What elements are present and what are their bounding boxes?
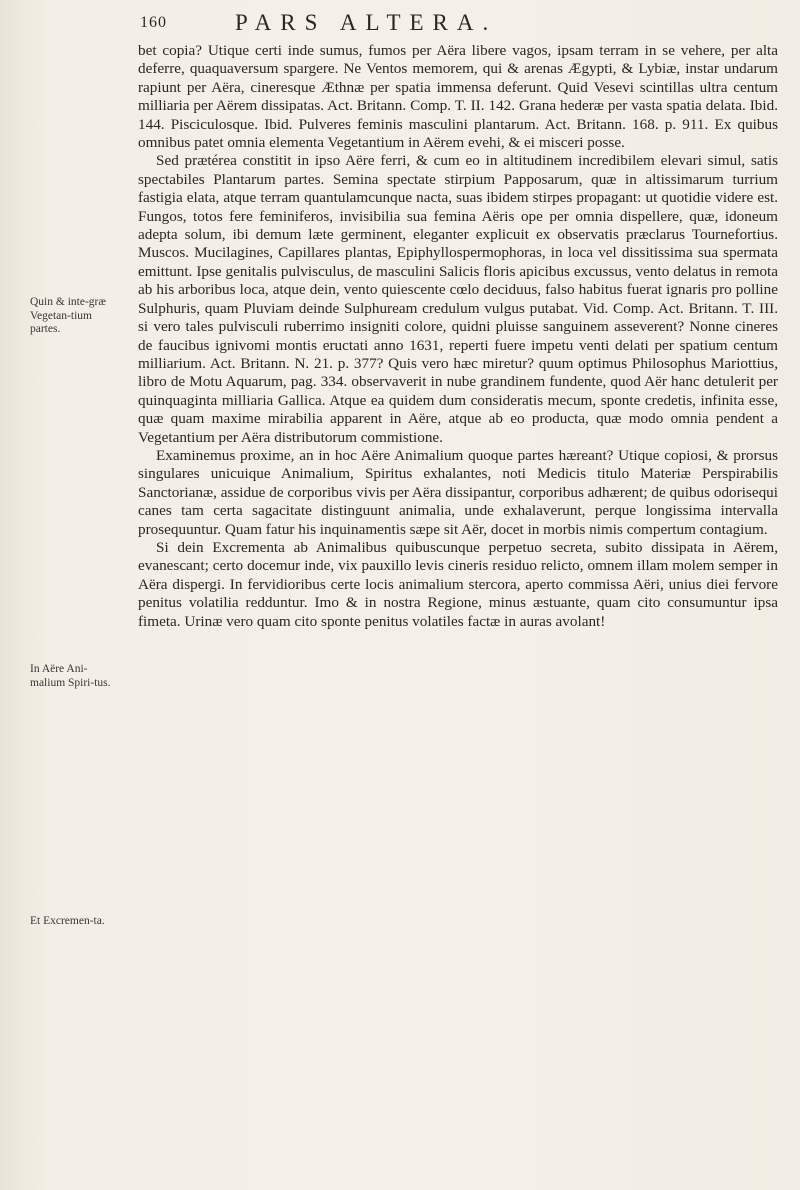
- marginal-note: Et Excremen-ta.: [30, 915, 105, 927]
- body-text: [138, 42, 778, 631]
- page-header: [140, 10, 780, 44]
- paragraph: Examinemus proxime, an in hoc Aëre Animalium quoque partes hæreant? Utique copiosi, & prorsus singulares unicuique Animalium, Spiritus exhalantes, noti Medicis titulo Materiæ Perspirabilis Sanctorianæ, assidue de corporibus vivis per Aëra dissipantur, corporibus adhærent; de quibus odorisequi canes tam certa sagacitate distinguunt animalia, unde exhalaverunt, perque longissima intervalla prosequuntur. Quam fatur his inquinamentis sæpe sit Aër, docet in morbis nimis compertum contagium.: [138, 446, 778, 538]
- marginal-note: In Aëre Ani-malium Spiri-tus.: [30, 663, 111, 689]
- marginal-note: Quin & inte-græ Vegetan-tium partes.: [30, 296, 107, 335]
- running-title: PARS ALTERA.: [235, 10, 498, 35]
- paragraph: Sed prætérea constitit in ipso Aëre ferri, & cum eo in altitudinem incredibilem elevari simul, satis spectabiles Plantarum partes. Semina spectate stirpium Papposarum, quæ in altissimarum turrium fastigia elata, atque terram quantulamcunque nacta, suas ibidem stirpes propagant: ut quotidie videre est. Fungos, totos fere feminiferos, invisibilia sua femina Aëris ope per omnia dispellere, quæ, idoneum adepta solum, ibi demum læte germinent, eleganter explicuit ex observatis præclarus Tournefortius. Muscos. Mucilagines, Capillares plantas, Epiphyllospermophoras, in loca vel dissitissima sua spermata emittunt. Ipse genitalis pulvisculus, de masculini Salicis floris apicibus excussus, vento delatus in remota ab his arboribus loca, atque dein, vento quiescente cœlo deciduus, falso habitus fuerat ignaris pro polline Sulphuris, quam Pluviam deinde Sulphuream credulum vulgus putabat. Vid. Comp. Act. Britann. T. III. si vero tales pulvisculi ruberrimo insigniti colore, quidni pluisse sanguinem asseverent? Nonne cineres de faucibus ignivomi montis eructati anno 1631, reperti fuere impetu venti delati per spatium centum milliarium. Act. Britann. N. 21. p. 377? Quis vero hæc miretur? quum optimus Philosophus Mariottius, libro de Motu Aquarum, pag. 334. observaverit in nube grandinem fundente, quod Aër hanc detulerit per quinquaginta milliaria Gallica. Atque ea quidem dum consideratis mecum, sponte credetis, infinita esse, quæ quam maxime mirabilia apparent in Aëre, atque ab eo producta, quæ modo omnia pendent a Vegetantium per Aëra distributorum commistione.: [138, 152, 778, 446]
- page-number: 160: [140, 14, 167, 31]
- paragraph: bet copia? Utique certi inde sumus, fumos per Aëra libere vagos, ipsam terram in se vehere, per alta deferre, quaquaversum spargere. Ne Ventos memorem, qui & arenas Ægypti, & Lybiæ, instar undarum rapiunt per Aëra, cineresque Æthnæ per spatia immensa deferunt. Quid Vesevi scintillas ultra centum milliaria per Aërem dissipatas. Act. Britann. Comp. T. II. 142. Grana hederæ per vasta spatia delata. Ibid. 144. Pisciculosque. Ibid. Pulveres feminis masculini plantarum. Act. Britann. 168. p. 911. Ex quibus omnibus patet omnia elementa Vegetantium in Aërem evehi, & ei misceri posse.: [138, 42, 778, 152]
- paragraph: Si dein Excrementa ab Animalibus quibuscunque perpetuo secreta, subito dissipata in Aërem, evanescant; certo docemur inde, vix pauxillo levis cineris residuo relicto, omnem illam molem semper in Aëra dispergi. In fervidioribus certe locis animalium stercora, aperto commissa Aëri, unius diei fervore penitus volatilia redduntur. Imo & in nostra Regione, minus æstuante, quam cito consumuntur ipsa fimeta. Urinæ vero quam cito sponte penitus volatiles factæ in auras avolant!: [138, 538, 778, 630]
